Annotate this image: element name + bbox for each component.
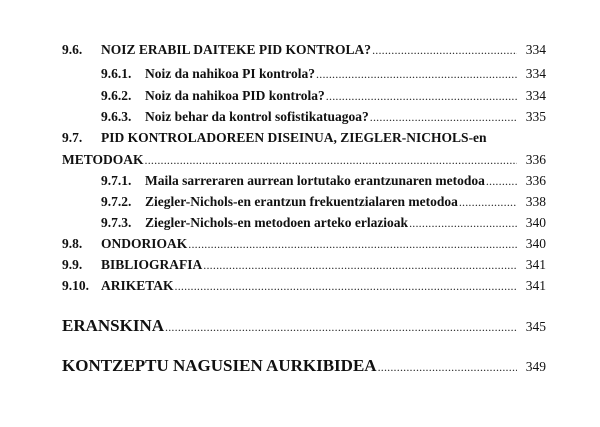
entry-title: NOIZ ERABIL DAITEKE PID KONTROLA? [101,42,372,57]
entry-page: 334 [525,42,546,57]
entry-page: 338 [525,194,546,209]
dot-leader [175,278,517,294]
entry-title: KONTZEPTU NAGUSIEN AURKIBIDEA [62,356,377,375]
toc-entry-9-10 [62,278,546,294]
entry-page: 341 [525,257,546,272]
toc-entry-9-7 [62,130,546,146]
entry-number: 9.6.1. [101,66,132,81]
entry-number: 9.7. [62,130,83,145]
dot-leader [372,42,517,58]
toc-entry-9-6-3 [101,109,546,125]
entry-number: 9.7.1. [101,173,132,188]
entry-page: 340 [525,215,546,230]
entry-title-continuation: METODOAK [62,152,144,167]
entry-page: 345 [525,319,546,334]
toc-entry-9-8 [62,236,546,252]
toc-entry-9-6-2 [101,88,546,104]
entry-number: 9.6.3. [101,109,132,124]
entry-title: Ziegler-Nichols-en erantzun frekuentzialaren metodoa [145,194,458,209]
dot-leader [409,215,517,231]
dot-leader [459,194,517,210]
dot-leader [316,66,517,82]
entry-title: Noiz da nahikoa PI kontrola? [145,66,316,81]
toc-entry-9-7-2 [101,194,546,210]
toc-entry-9-9 [62,257,546,273]
entry-page: 334 [525,88,546,103]
entry-title: BIBLIOGRAFIA [101,257,203,272]
entry-page: 340 [525,236,546,251]
dot-leader [378,357,517,377]
dot-leader [486,173,517,189]
dot-leader [188,236,517,252]
entry-page: 349 [525,359,546,374]
dot-leader [145,152,517,168]
entry-number: 9.9. [62,257,83,272]
toc-entry-index [62,356,546,377]
dot-leader [326,88,517,104]
entry-title: ARIKETAK [101,278,174,293]
dot-leader [370,109,517,125]
toc-entry-9-7-1 [101,173,546,189]
entry-page: 334 [525,66,546,81]
toc-entry-9-6 [62,42,546,58]
dot-leader [165,317,517,337]
toc-entry-9-7-continued [62,152,546,168]
entry-number: 9.6.2. [101,88,132,103]
entry-page: 341 [525,278,546,293]
entry-title: Ziegler-Nichols-en metodoen arteko erlazioak [145,215,409,230]
entry-title: Noiz behar da kontrol sofistikatuagoa? [145,109,369,124]
entry-title: ONDORIOAK [101,236,188,251]
toc-entry-9-6-1 [101,66,546,82]
entry-title: PID KONTROLADOREEN DISEINUA, ZIEGLER-NICHOLS-en [101,130,487,145]
entry-title: ERANSKINA [62,316,165,335]
entry-title: Maila sarreraren aurrean lortutako erantzunaren metodoa [145,173,485,188]
entry-number: 9.7.3. [101,215,132,230]
entry-page: 335 [525,109,546,124]
dot-leader [203,257,517,273]
entry-number: 9.6. [62,42,83,57]
entry-number: 9.10. [62,278,89,293]
toc-entry-9-7-3 [101,215,546,231]
entry-number: 9.7.2. [101,194,132,209]
entry-page: 336 [525,152,546,167]
toc-entry-appendix [62,316,546,337]
entry-page: 336 [525,173,546,188]
entry-number: 9.8. [62,236,83,251]
entry-title: Noiz da nahikoa PID kontrola? [145,88,325,103]
